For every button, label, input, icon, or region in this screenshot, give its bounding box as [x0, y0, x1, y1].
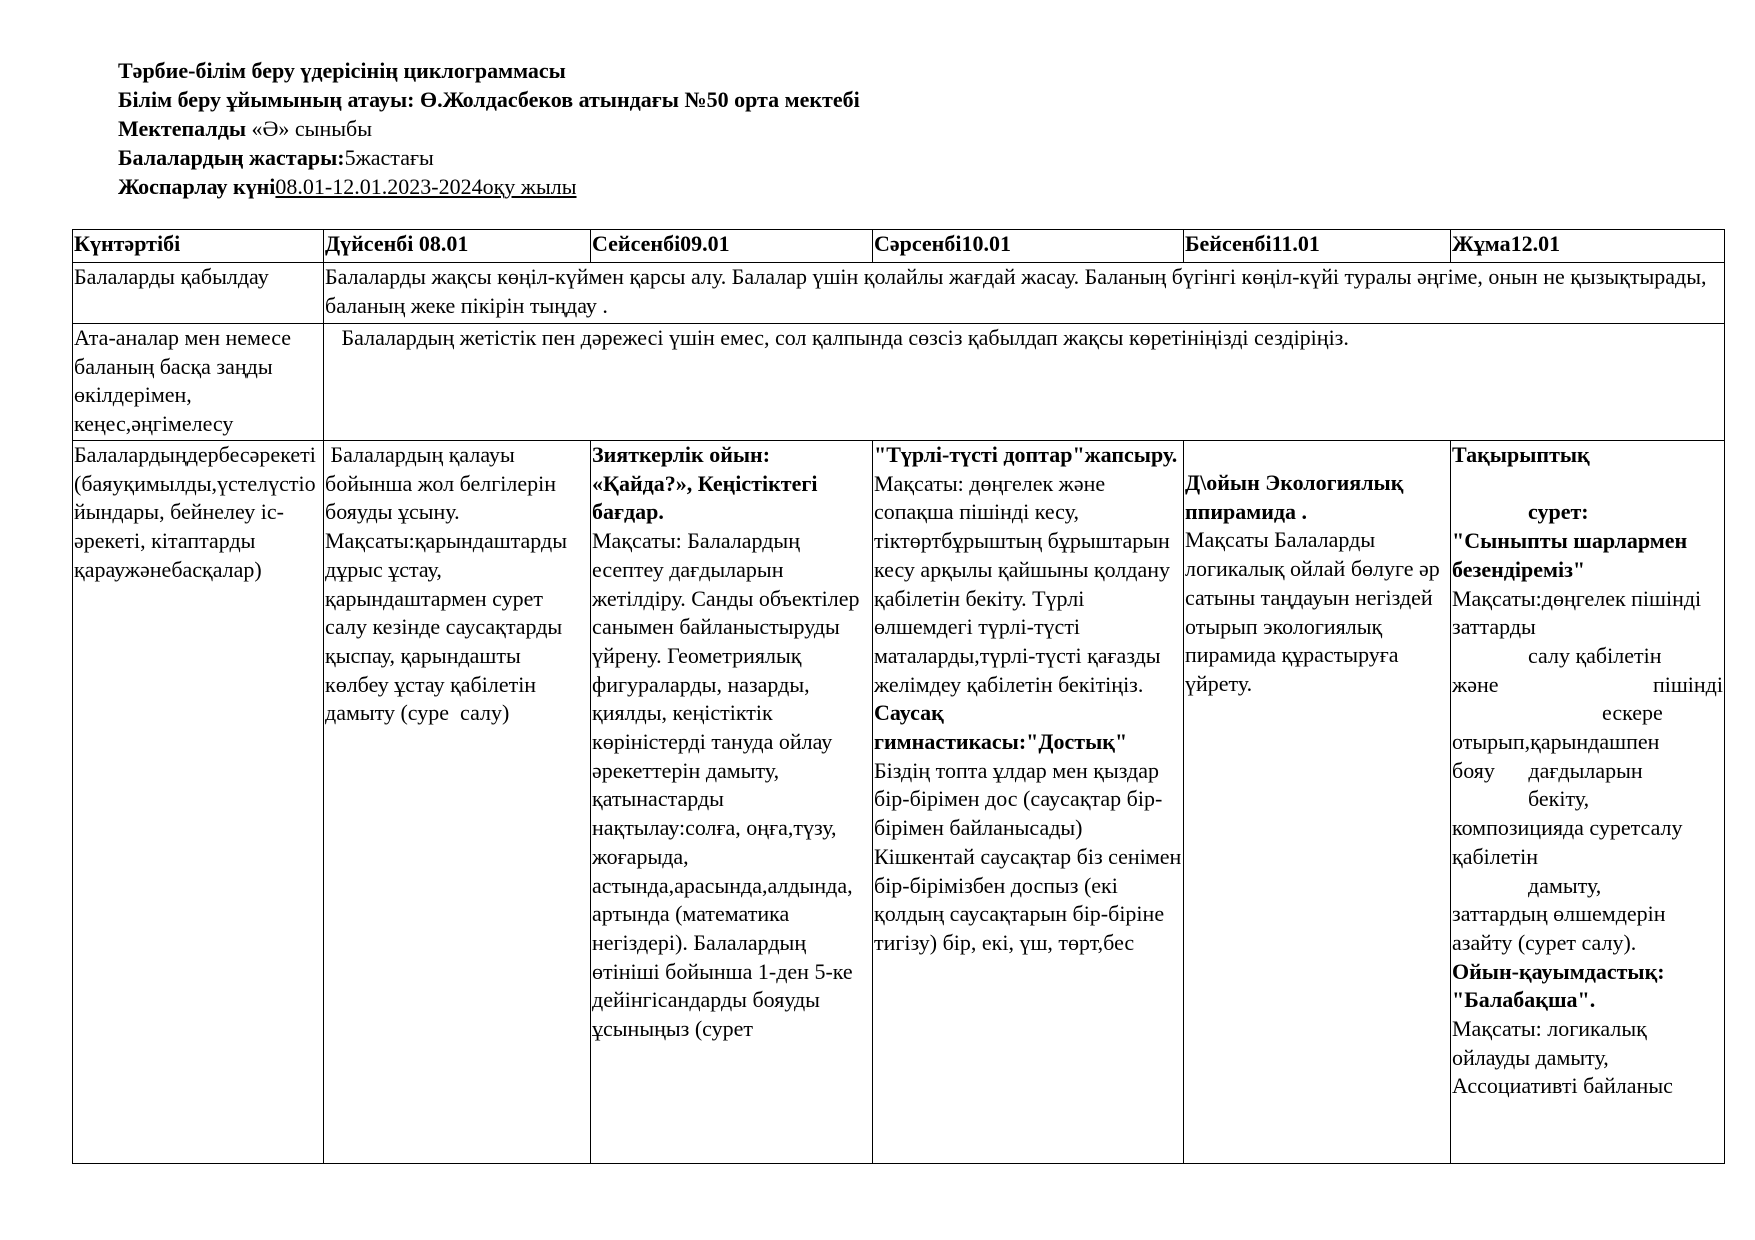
- table-row-activity: [73, 441, 1725, 1164]
- friday-text-4: ескере: [1602, 700, 1663, 726]
- activity-tuesday-cell: [591, 441, 873, 1164]
- header-date-row: [118, 172, 860, 201]
- friday-text-3: және пішінді: [1452, 671, 1723, 697]
- tuesday-activity-text: Мақсаты: Балалардың есептеу дағдыларын жетілдіру. Санды объектілер санымен байланыстыруды үйрену. Геометриялық фигураларды, назарды, қиялды, кеңістіктік көріністерді тануда ойлау әрекеттерін дамыту, қатынастарды нақтылау:солға, оңға,түзу, жоғарыда, астында,арасында,алдында, артында (математика негіздері). Балалардың өтініші бойынша 1-ден 5-ке дейінгісандарды бояуды ұсыныңыз (сурет: [592, 528, 860, 1042]
- friday-text-1: Мақсаты:дөңгелек пішінді заттарды: [1452, 585, 1702, 640]
- age-label: Балалардың жастары:: [118, 145, 345, 170]
- activity-monday-cell: Балалардың қалауы бойынша жол белгілерін бояуды ұсыну. Мақсаты:қарындаштарды дұрыс ұстау, қарындаштармен сурет салу кезінде саусақтарды қыспау, қарындашты көлбеу ұстау қабілетін дамыту (суре салу): [324, 441, 591, 1164]
- age-value: 5жастағы: [344, 145, 434, 170]
- friday-text-11: Мақсаты: логикалық ойлауды дамыту, Ассоциативті байланыс: [1452, 1016, 1673, 1099]
- activity-friday-cell: [1451, 441, 1725, 1164]
- schedule-table: [72, 229, 1725, 1164]
- friday-title-2: сурет:: [1528, 499, 1589, 525]
- thursday-activity-title: Д\ойын Экологиялық ппирамида .: [1185, 470, 1404, 524]
- friday-text-7: бекіту,: [1528, 786, 1590, 812]
- friday-text-9: дамыту,: [1528, 872, 1602, 898]
- header-age-row: [118, 143, 860, 172]
- activity-wednesday-cell: [873, 441, 1184, 1164]
- accept-text-cell: Балаларды жақсы көңіл-күймен қарсы алу. Балалар үшін қолайлы жағдай жасау. Баланың бүгінгі көңіл-күйі туралы әңгіме, онын не қызықтырады, баланың жеке пікірін тыңдау .: [324, 263, 1725, 324]
- wednesday-activity-text: Мақсаты: дөңгелек және сопақша пішінді кесу, тіктөртбұрыштың бұрыштарын кесу арқылы қайшыны қолдану қабілетін бекіту. Түрлі өлшемдегі түрлі-түсті маталарды,түрлі-түсті қағазды желімдеу қабілетін бекітіңіз.: [874, 470, 1171, 697]
- header-cell-tuesday: Сейсенбі09.01: [591, 230, 873, 263]
- document-title: Тәрбие-білім беру үдерісінің циклограммасы: [118, 58, 566, 83]
- group-label: Мектепалды: [118, 116, 247, 141]
- header-cell-wednesday: Сәрсенбі10.01: [873, 230, 1184, 263]
- friday-title-1: Тақырыптық: [1452, 442, 1590, 467]
- date-value: 08.01-12.01.2023-2024оқу жылы: [275, 174, 577, 199]
- friday-text-2: салу қабілетін: [1528, 642, 1662, 668]
- header-cell-friday: Жұма12.01: [1451, 230, 1725, 263]
- org-label: Білім беру ұйымының атауы:: [118, 87, 420, 112]
- table-row-parents: [73, 324, 1725, 441]
- org-value: Ө.Жолдасбеков атындағы №50 орта мектебі: [419, 87, 860, 112]
- header-title-row: [118, 56, 860, 85]
- friday-spacer: [1452, 470, 1723, 499]
- date-label: Жоспарлау күні: [118, 174, 276, 199]
- friday-text-5: отырып,қарындашпен: [1452, 729, 1660, 755]
- wednesday-activity-title: "Түрлі-түсті доптар"жапсыру.: [874, 442, 1178, 467]
- wednesday-gymnastics-title: Саусақ гимнастикасы:"Достық": [874, 700, 1128, 755]
- friday-text-6: бояу дағдыларын: [1452, 757, 1643, 783]
- friday-text-8: композицияда суретсалу қабілетін: [1452, 815, 1683, 869]
- wednesday-gymnastics-text: Біздің топта ұлдар мен қыздар бір-бірімен дос (саусақтар бір-бірімен байланысады) Кішкентай саусақтар біз сенімен бір-бірімізбен доспыз (екі қолдың саусақтарын бір-біріне тигізу) бір, екі, үш, төрт,бес: [874, 757, 1182, 955]
- document-header: [118, 56, 860, 201]
- friday-title-4: Ойын-қауымдастық: "Балабақша".: [1452, 958, 1665, 1013]
- header-cell-thursday: Бейсенбі11.01: [1184, 230, 1451, 263]
- accept-label-cell: Балаларды қабылдау: [73, 263, 324, 324]
- friday-title-3: "Сыныпты шарлармен безендіреміз": [1452, 528, 1688, 582]
- tuesday-activity-title: Зияткерлік ойын: «Қайда?», Кеңістіктегі бағдар.: [592, 442, 818, 525]
- friday-text-10: заттардың өлшемдерін азайту (сурет салу).: [1452, 901, 1666, 955]
- table-row-accept: [73, 263, 1725, 324]
- parents-label-cell: Ата-аналар мен немесе баланың басқа заңды өкілдерімен, кеңес,әңгімелесу: [73, 324, 324, 441]
- activity-label-cell: Балалардыңдербесәрекеті(баяуқимылды,үстелүстіойындары, бейнелеу іс-әрекеті, кітаптарды қараужәнебасқалар): [73, 441, 324, 1164]
- header-cell-monday: Дүйсенбі 08.01: [324, 230, 591, 263]
- activity-thursday-cell: [1184, 441, 1451, 1164]
- thursday-activity-text: Мақсаты Балаларды логикалық ойлай бөлуге әр сатыны таңдауын негіздей отырып экологиялық пирамида құрастыруға үйрету.: [1185, 527, 1440, 696]
- table-header-row: [73, 230, 1725, 263]
- group-value: «Ә» сыныбы: [246, 116, 372, 141]
- header-org-row: [118, 85, 860, 114]
- parents-text-cell: Балалардың жетістік пен дәрежесі үшін емес, сол қалпында сөзсіз қабылдап жақсы көретініңізді сездіріңіз.: [324, 324, 1725, 441]
- header-cell-routine: Күнтәртібі: [73, 230, 324, 263]
- header-group-row: [118, 114, 860, 143]
